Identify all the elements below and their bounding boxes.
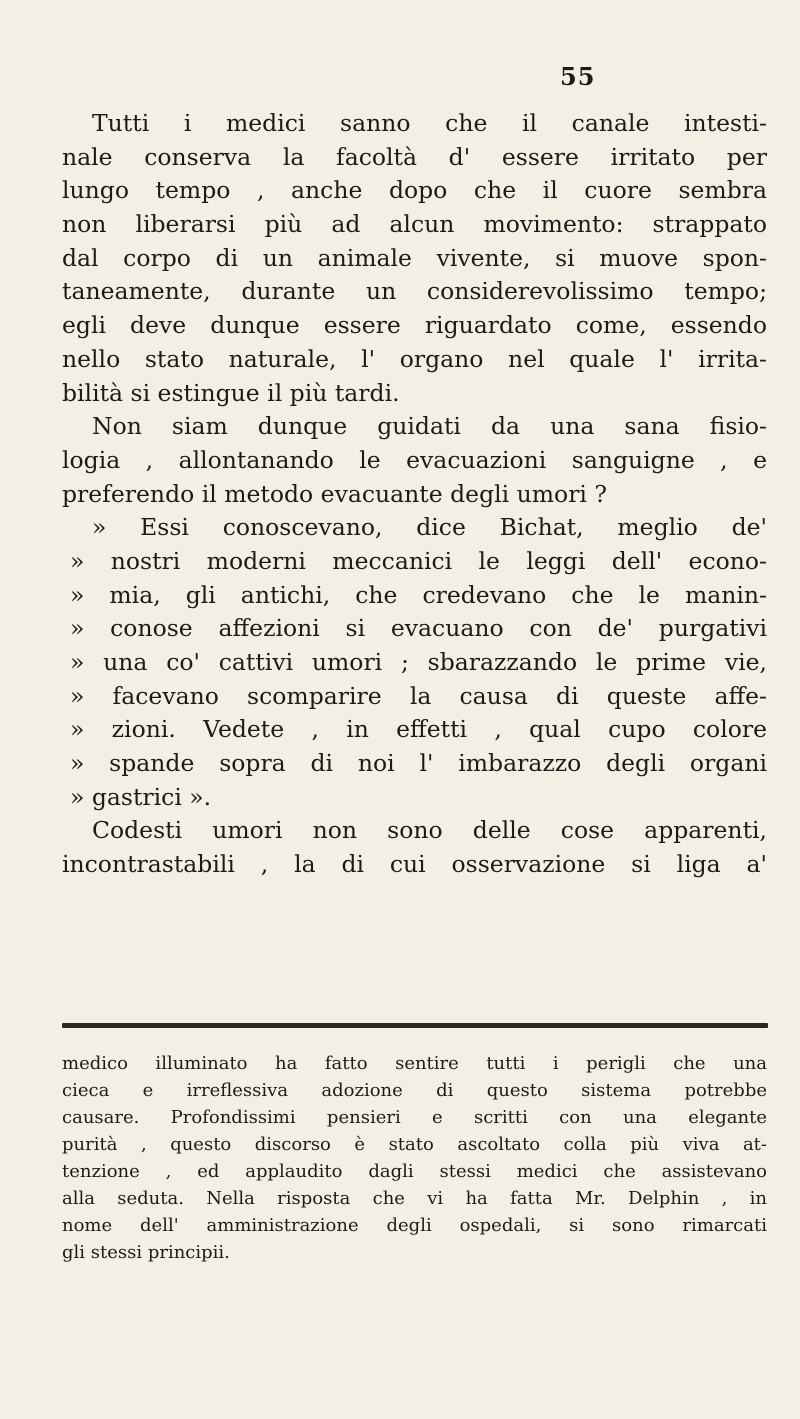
quote-line: » gastrici ».: [70, 782, 212, 811]
text-line: dal corpo di un animale vivente, si muove spon-: [62, 243, 767, 272]
text-line: non liberarsi più ad alcun movimento: strappato: [62, 210, 767, 239]
quote-line: » spande sopra di noi l' imbarazzo degli organi: [70, 749, 767, 778]
text-line: taneamente, durante un considerevolissimo tempo;: [62, 277, 767, 306]
text-line: logia , allontanando le evacuazioni sanguigne , e: [62, 445, 767, 474]
main-text-block: [62, 107, 767, 882]
footnote-block: [62, 1050, 767, 1266]
text-line: incontrastabili , la di cui osservazione si liga a': [62, 850, 767, 879]
footnote-line: medico illuminato ha fatto sentire tutti i perigli che una: [62, 1053, 767, 1074]
footnote-line: nome dell' amministrazione degli ospedali, si sono rimarcati: [62, 1215, 767, 1236]
text-line: bilità si estingue il più tardi.: [62, 378, 400, 407]
footnote-line: tenzione , ed applaudito dagli stessi medici che assistevano: [62, 1161, 767, 1182]
footnote-line: cieca e irreflessiva adozione di questo sistema potrebbe: [62, 1080, 767, 1101]
quote-line: » mia, gli antichi, che credevano che le manin-: [70, 580, 767, 609]
text-line: nello stato naturale, l' organo nel quale l' irrita-: [62, 344, 767, 373]
text-line: nale conserva la facoltà d' essere irritato per: [62, 142, 767, 171]
text-line: lungo tempo , anche dopo che il cuore sembra: [62, 176, 767, 205]
footnote-divider: [62, 1023, 768, 1028]
text-line: egli deve dunque essere riguardato come, essendo: [62, 311, 767, 340]
footnote-line: alla seduta. Nella risposta che vi ha fatta Mr. Delphin , in: [62, 1188, 767, 1209]
quote-line: » conose affezioni si evacuano con de' purgativi: [70, 614, 767, 643]
quote-line: » nostri moderni meccanici le leggi dell' econo-: [70, 546, 767, 575]
footnote-line: causare. Profondissimi pensieri e scritti con una elegante: [62, 1107, 767, 1128]
text-line: Tutti i medici sanno che il canale intesti-: [92, 109, 767, 137]
footnote-line: purità , questo discorso è stato ascoltato colla più viva at-: [62, 1134, 767, 1155]
page-number: 55: [560, 62, 596, 91]
footnote-line: gli stessi principii.: [62, 1242, 230, 1263]
quote-line: » una co' cattivi umori ; sbarazzando le prime vie,: [70, 648, 767, 676]
text-line: Codesti umori non sono delle cose apparenti,: [92, 816, 767, 845]
quote-line: » Essi conoscevano, dice Bichat, meglio de': [92, 513, 767, 542]
text-line: preferendo il metodo evacuante degli umori ?: [62, 479, 608, 508]
quote-line: » zioni. Vedete , in effetti , qual cupo colore: [70, 715, 767, 744]
text-line: Non siam dunque guidati da una sana fisio-: [92, 412, 767, 441]
quote-line: » facevano scomparire la causa di queste affe-: [70, 681, 767, 710]
